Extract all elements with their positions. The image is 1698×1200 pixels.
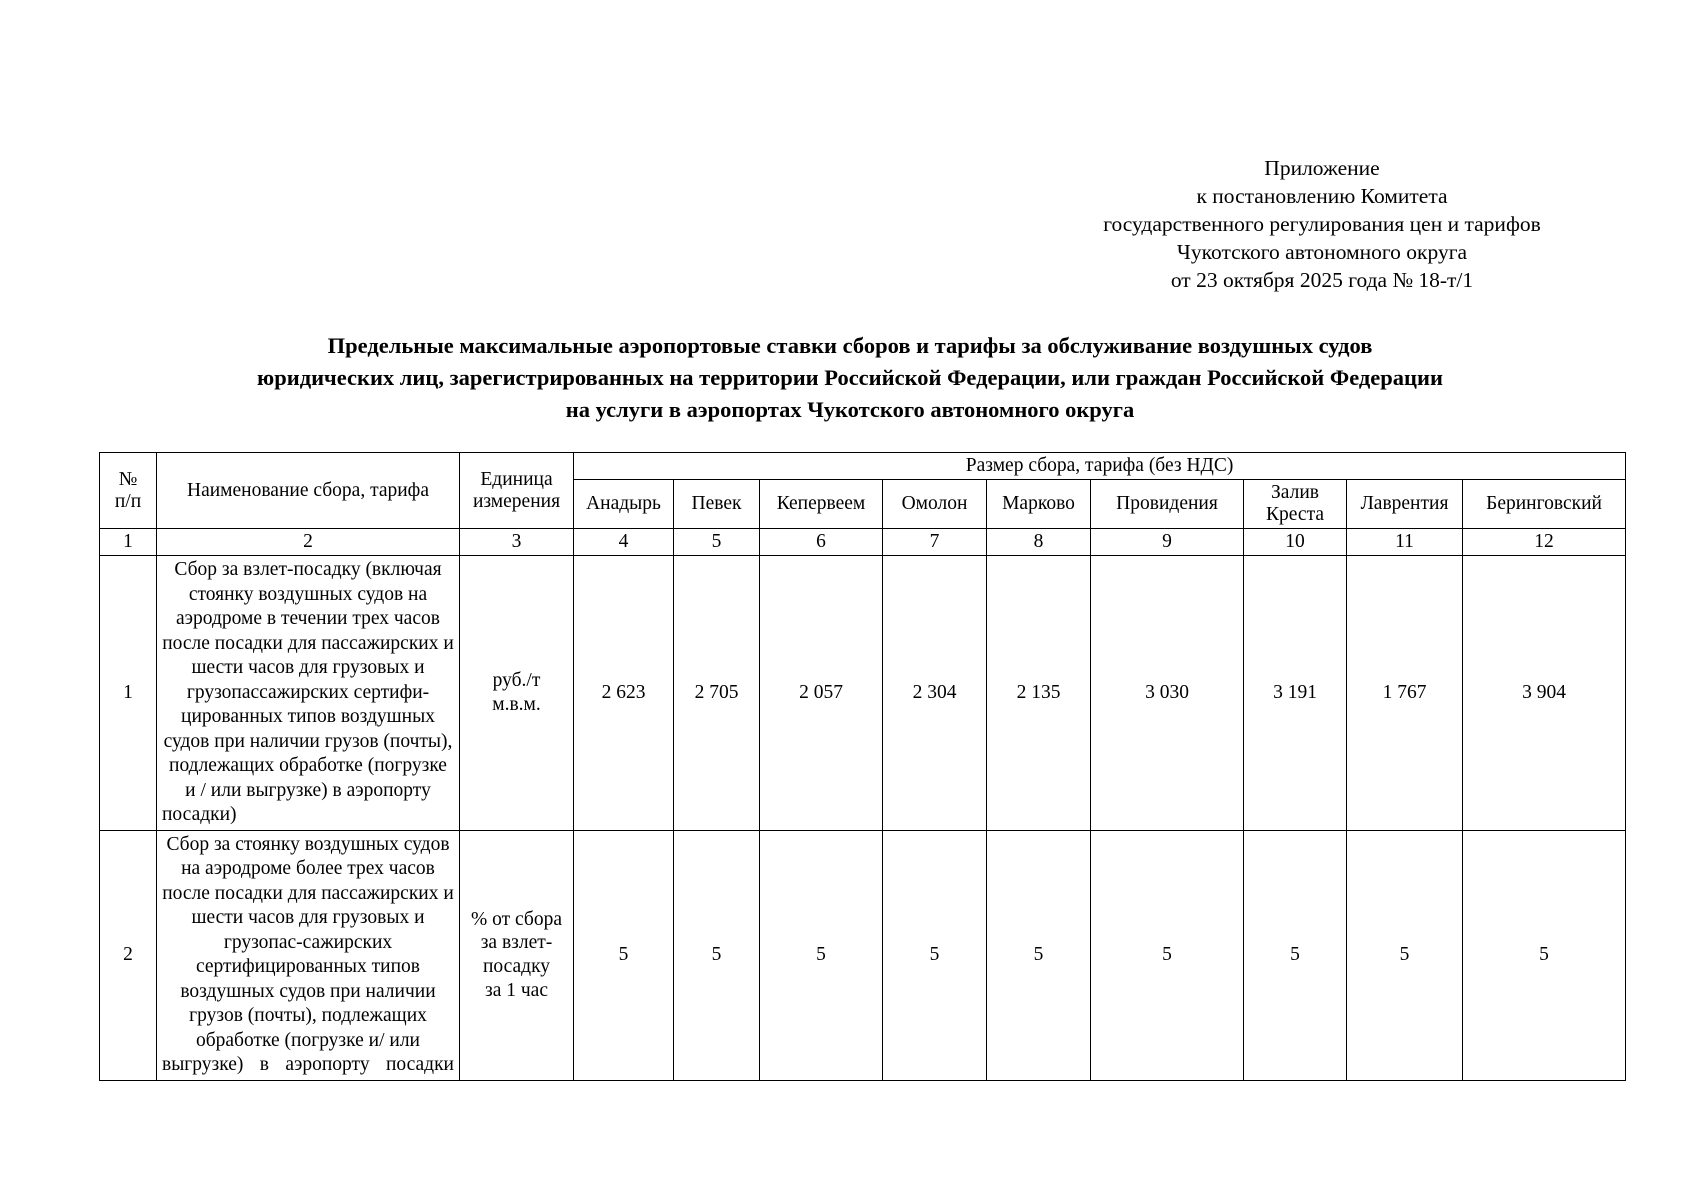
row-value-lavrentiya: 1 767 [1347, 556, 1463, 830]
row-unit-line2: м.в.м. [492, 694, 541, 716]
row-value-pevek: 5 [674, 830, 760, 1080]
header-unit-line1: Единица [480, 468, 553, 490]
row-value-beringovskiy: 3 904 [1463, 556, 1626, 830]
row-name: Сбор за стоянку воздушных судов на аэродроме более трех часов после посадки для пассажирских и шести часов для грузовых и грузопас-сажирских сертифицированных типов воздушных судов при наличии грузов (почты), подлежащих обработке (погрузке и/ или выгрузке) в аэропорту посадки [157, 830, 460, 1080]
header-airport-keperveem: Кепервеем [760, 480, 883, 529]
column-number-3: 3 [460, 529, 574, 556]
row-value-keperveem: 5 [760, 830, 883, 1080]
row-name: Сбор за взлет-посадку (включая стоянку воздушных судов на аэродроме в течении трех часов после посадки для пассажирских и шести часов для грузовых и грузопассажирских сертифи-цированных типов воздушных судов при наличии грузов (почты), подлежащих обработке (погрузке и / или выгрузке) в аэропорту посадки) [157, 556, 460, 830]
header-airport-provideniya: Провидения [1091, 480, 1244, 529]
row-value-provideniya: 5 [1091, 830, 1244, 1080]
row-value-beringovskiy: 5 [1463, 830, 1626, 1080]
page-title-line-2: юридических лиц, зарегистрированных на территории Российской Федерации, или граждан Российской Федерации [257, 364, 1443, 390]
header-airport-markovo: Марково [987, 480, 1091, 529]
row-unit-line3: посадку [482, 956, 551, 978]
header-airport-omolon: Омолон [883, 480, 987, 529]
row-value-anadyr: 5 [574, 830, 674, 1080]
tariff-table-wrapper [99, 452, 1602, 1081]
row-value-omolon: 2 304 [883, 556, 987, 830]
row-value-provideniya: 3 030 [1091, 556, 1244, 830]
row-value-omolon: 5 [883, 830, 987, 1080]
column-number-9: 9 [1091, 529, 1244, 556]
header-airport-zaliv-line2: Креста [1266, 504, 1324, 526]
table-numbering-row [100, 529, 1626, 556]
column-number-11: 11 [1347, 529, 1463, 556]
page-title [100, 330, 1600, 426]
header-airport-anadyr: Анадырь [574, 480, 674, 529]
page-title-line-3: на услуги в аэропортах Чукотского автономного округа [565, 396, 1135, 422]
column-number-6: 6 [760, 529, 883, 556]
header-index [100, 453, 157, 529]
header-line-4: Чукотского автономного округа [1176, 239, 1468, 264]
header-airport-lavrentiya: Лаврентия [1347, 480, 1463, 529]
header-airport-zaliv-line1: Залив [1271, 482, 1319, 503]
column-number-7: 7 [883, 529, 987, 556]
row-value-keperveem: 2 057 [760, 556, 883, 830]
header-airport-zaliv-kresta [1244, 480, 1347, 529]
header-unit [460, 453, 574, 529]
column-number-4: 4 [574, 529, 674, 556]
header-airport-pevek: Певек [674, 480, 760, 529]
table-row [100, 556, 1626, 830]
row-index: 1 [100, 556, 157, 830]
header-unit-line2: измерения [472, 490, 561, 512]
page-title-line-1: Предельные максимальные аэропортовые ставки сборов и тарифы за обслуживание воздушных судов [327, 333, 1373, 358]
table-row [100, 830, 1626, 1080]
row-value-markovo: 2 135 [987, 556, 1091, 830]
row-unit-line2: за взлет- [480, 932, 553, 954]
row-unit-line1: руб./т [492, 670, 541, 692]
row-value-lavrentiya: 5 [1347, 830, 1463, 1080]
header-name: Наименование сбора, тарифа [157, 453, 460, 529]
header-airport-beringovskiy: Беринговский [1463, 480, 1626, 529]
column-number-1: 1 [100, 529, 157, 556]
row-unit [460, 556, 574, 830]
header-index-line1: № [118, 468, 138, 490]
row-index: 2 [100, 830, 157, 1080]
header-line-2: к постановлению Комитета [1196, 183, 1448, 208]
row-value-zaliv-kresta: 3 191 [1244, 556, 1347, 830]
column-number-8: 8 [987, 529, 1091, 556]
header-line-3: государственного регулирования цен и тарифов [1103, 211, 1541, 236]
row-value-pevek: 2 705 [674, 556, 760, 830]
row-value-zaliv-kresta: 5 [1244, 830, 1347, 1080]
header-index-line2: п/п [114, 490, 142, 512]
header-line-1: Приложение [1264, 156, 1380, 180]
column-number-12: 12 [1463, 529, 1626, 556]
table-header-row-1 [100, 453, 1626, 480]
column-number-2: 2 [157, 529, 460, 556]
document-header [1042, 155, 1602, 295]
tariff-table [99, 452, 1626, 1081]
row-unit [460, 830, 574, 1080]
row-unit-line1: % от сбора [471, 908, 562, 930]
column-number-10: 10 [1244, 529, 1347, 556]
column-number-5: 5 [674, 529, 760, 556]
header-line-5: от 23 октября 2025 года № 18-т/1 [1170, 267, 1474, 292]
header-group-amount: Размер сбора, тарифа (без НДС) [574, 453, 1626, 480]
row-value-markovo: 5 [987, 830, 1091, 1080]
row-value-anadyr: 2 623 [574, 556, 674, 830]
row-unit-line4: за 1 час [485, 979, 548, 1001]
